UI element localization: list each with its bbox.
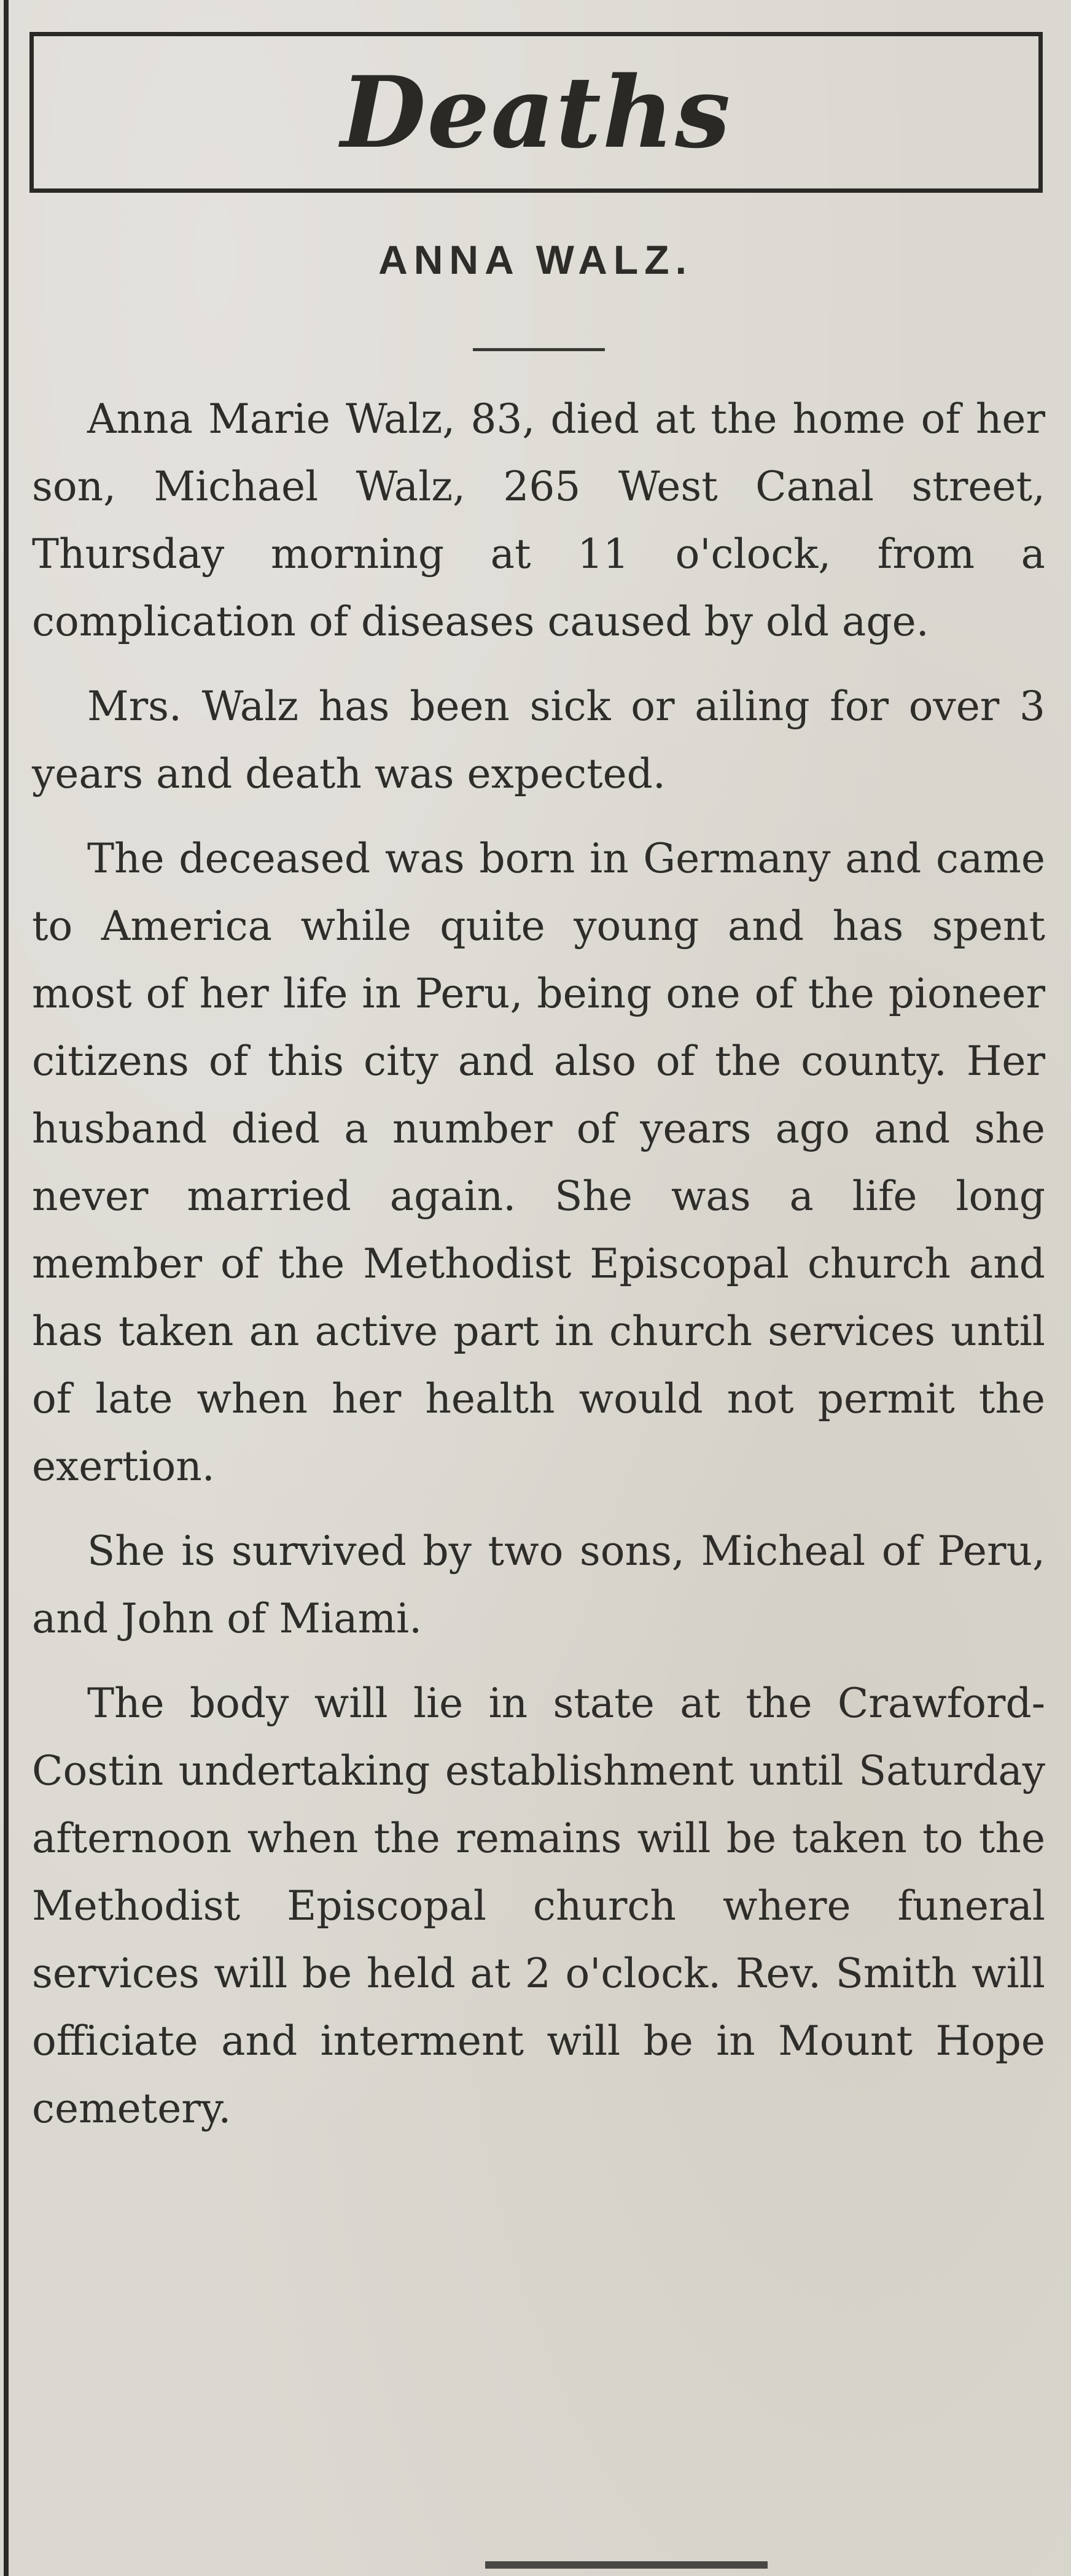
section-header-box bbox=[29, 32, 1043, 193]
obituary-paragraph: Mrs. Walz has been sick or ailing for over 3 years and death was expected. bbox=[32, 683, 1045, 797]
obituary-body bbox=[32, 386, 1045, 2160]
separator-rule bbox=[473, 348, 605, 351]
obituary-paragraph: Anna Marie Walz, 83, died at the home of her son, Michael Walz, 265 West Canal street, Thursday morning at 11 o'clock, from a complication of diseases caused by old age. bbox=[32, 395, 1045, 645]
obituary-paragraph: The body will lie in state at the Crawford-Costin undertaking establishment until Saturday afternoon when the remains will be taken to the Methodist Episcopal church where funeral services will be held at 2 o'clock. Rev. Smith will officiate and interment will be in Mount Hope cemetery. bbox=[32, 1680, 1045, 2132]
obituary-name: ANNA WALZ. bbox=[378, 237, 693, 282]
column-rule bbox=[4, 0, 9, 2576]
end-rule bbox=[485, 2561, 768, 2569]
obituary-paragraph: She is survived by two sons, Micheal of Peru, and John of Miami. bbox=[32, 1527, 1045, 1642]
section-title: Deaths bbox=[340, 55, 732, 170]
obituary-paragraph: The deceased was born in Germany and came to America while quite young and has spent most of her life in Peru, being one of the pioneer citizens of this city and also of the county. Her husband died a number of years ago and she never married again. She was a life long member of the Methodist Episcopal church and has taken an active part in church services until of late when her health would not permit the exertion. bbox=[32, 835, 1045, 1490]
